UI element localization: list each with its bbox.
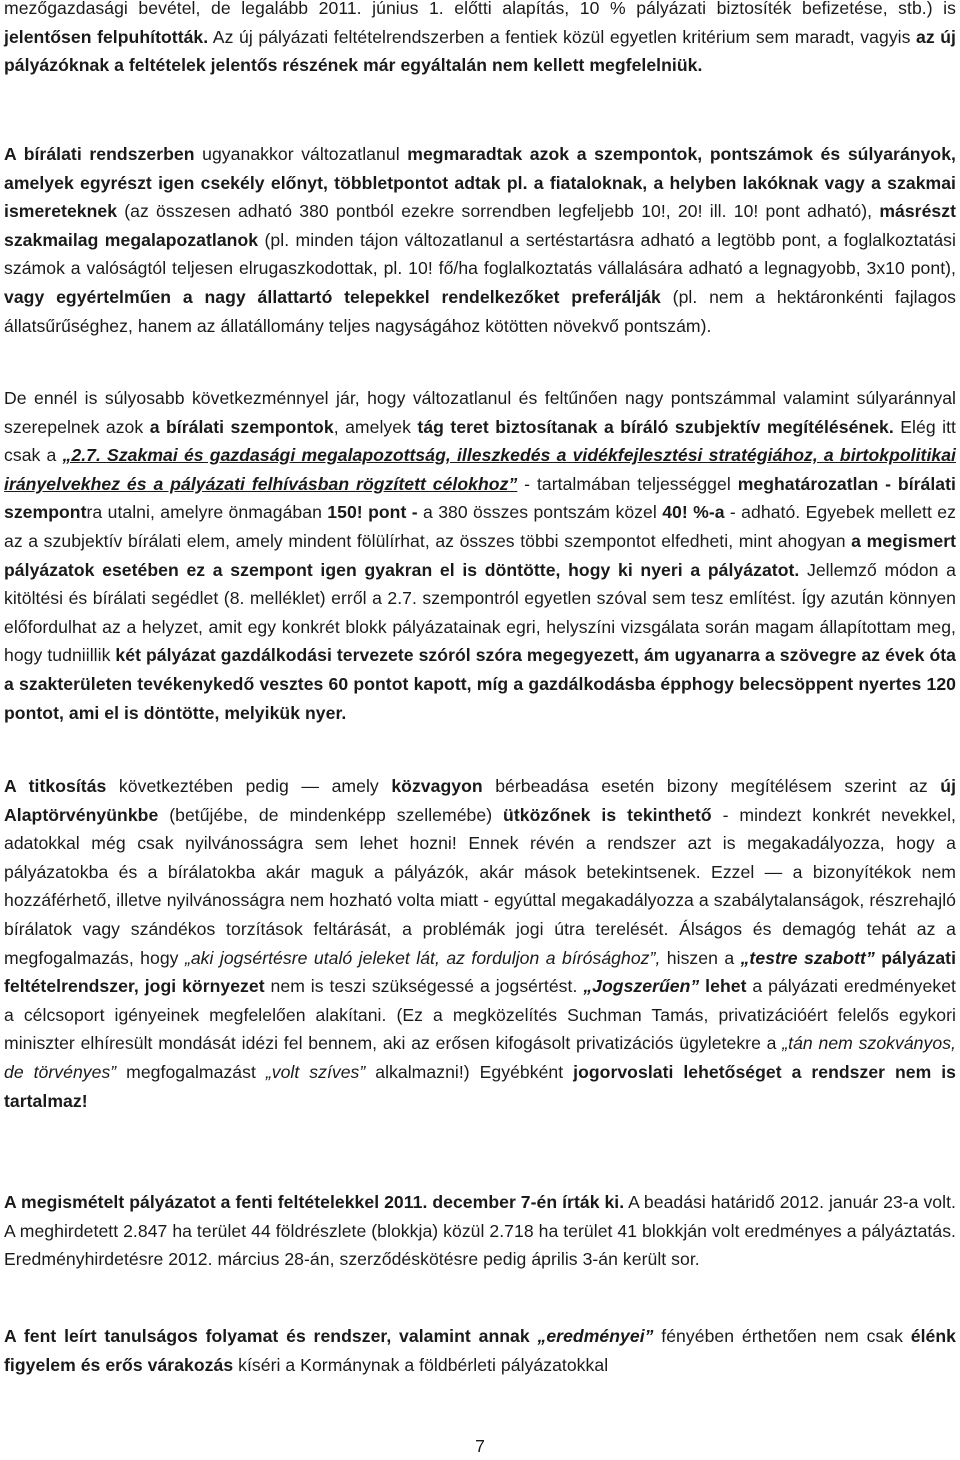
- text-run: , amelyek: [333, 416, 418, 437]
- text-run: a bírálati szempontok: [149, 416, 334, 437]
- text-run: meghatározatlan - bírálati szempont: [4, 473, 956, 523]
- text-run: megfogalmazást: [116, 1061, 266, 1082]
- text-run: - mindezt konkrét nevekkel, adatokkal még csak nyilvánosságra sem lehet hozni! Ennek révén a rendszer azt is megakadályozza, hogy a pályázatokba és a bírálatokba akár maguk a pályázók, akár mások betekintsenek. Ezzel — a bizonyítékok nem hozzáférhető, illetve nyilvánosságra nem hozható volta miatt - egyúttal megakadályozza a szabálytalanságok, részrehajló bírálatok vagy szándékos torzítások feltárását, a problémák jogi útra terelését. Álságos és demagóg tehát az a megfogalmazás, hogy: [4, 804, 956, 968]
- text-run: (betűjébe, de mindenképp szellemébe): [158, 804, 504, 825]
- text-run: „volt szíves”: [265, 1061, 366, 1082]
- text-run: (pl. nem a hektáronkénti fajlagos állatsűrűséghez, hanem az állatállomány teljes nagyságához kötötten növekvő pontszám).: [4, 286, 956, 336]
- text-run: élénk figyelem és erős várakozás: [4, 1326, 957, 1375]
- text-run: „tán nem szokványos, de törvényes”: [4, 1033, 956, 1082]
- text-run: két pályázat gazdálkodási tervezete szóról szóra megegyezett, ám ugyanarra a szövegre az évek óta a szakterületen tevékenykedő vesztes 60 pontot kapott, míg a gazdálkodásba épphogy belecsöppent nyertes 120 pontot, ami el is döntötte, melyikük nyer.: [4, 645, 957, 723]
- text-run: A titkosítás: [4, 776, 107, 796]
- text-run: 40! %-a: [662, 502, 725, 523]
- text-run: a megismert pályázatok esetében ez a szempont igen gyakran el is döntötte, hogy ki nyeri a pályázatot.: [4, 530, 956, 580]
- text-run: következtében pedig — amely: [106, 776, 392, 796]
- text-run: közvagyon: [391, 776, 483, 796]
- text-run: „eredményei”: [537, 1326, 654, 1346]
- text-run: A beadási határidő 2012. január 23-a volt. A meghirdetett 2.847 ha terület 44 földrészlete (blokkja) közül 2.718 ha terület 41 blokkján volt eredményes a pályáztatás. Eredményhirdetésre 2012. március 28-án, szerződéskötésre pedig április 3-án került sor.: [4, 1192, 956, 1270]
- text-run: nem is teszi szükségessé a jogsértést.: [264, 976, 584, 997]
- text-run: jogorvoslati lehetőséget a rendszer nem is tartalmaz!: [4, 1061, 956, 1111]
- text-run: a 380 összes pontszám közel: [417, 502, 663, 523]
- text-run: ütközőnek is tekinthető: [503, 804, 712, 825]
- text-run: bérbeadása esetén bizony megítélésem szerint az: [482, 776, 941, 796]
- paragraph-3: [4, 384, 956, 727]
- paragraph-2: [4, 140, 956, 340]
- text-run: tág teret biztosítanak a bíráló szubjektív megítélésének.: [417, 416, 894, 437]
- text-run: ugyanakkor változatlanul: [194, 144, 408, 164]
- text-run: pályázati feltételrendszer, jogi környezet: [4, 947, 957, 997]
- text-run: ra utalni, amelyre önmagában: [86, 502, 328, 523]
- text-run: (pl. minden tájon változatlanul a sertéstartásra adható a legtöbb pont, a foglalkoztatási számok a valóságtól teljesen elrugaszkodottak, pl. 10! fő/ha foglalkoztatás vállalására adható a legnagyobb, 3x10 pont),: [4, 229, 956, 279]
- text-run: „testre szabott”: [740, 947, 875, 968]
- paragraph-1: [4, 0, 956, 80]
- text-run: „2.7. Szakmai és gazdasági megalapozottság, illeszkedés a vidékfejlesztési stratégiához, a birtokpolitikai irányelvekhez és a pályázati felhívásban rögzített célokhoz”: [4, 445, 956, 494]
- text-run: A bírálati rendszerben: [4, 144, 195, 164]
- text-run: „aki jogsértésre utaló jeleket lát, az forduljon a bírósághoz”,: [184, 947, 661, 968]
- text-run: megmaradtak azok a szempontok, pontszámok és súlyarányok, amelyek egyrészt igen csekély előnyt, többletpontot adtak pl. a fiataloknak, a helyben lakóknak vagy a szakmai ismereteknek: [4, 144, 956, 222]
- text-run: új Alaptörvényünkbe: [4, 776, 957, 825]
- text-run: másrészt szakmailag megalapozatlanok: [4, 201, 956, 250]
- text-run: Jellemző módon a kitöltési és bírálati segédlet (8. melléklet) erről a 2.7. szempontról egyetlen szóval sem tesz említést. Így azután könnyen előfordulhat az a helyzet, amit egy konkrét blokk pályázatainak egri, helyszíni vizsgálata során magam állapítottam meg, hogy tudniillik: [4, 559, 957, 666]
- text-run: „Jogszerűen”: [583, 976, 700, 997]
- text-run: vagy egyértelműen a nagy állattartó telepekkel rendelkezőket preferálják: [4, 286, 661, 307]
- text-run: alkalmazni!) Egyébként: [365, 1061, 574, 1082]
- paragraph-4: [4, 772, 956, 1115]
- text-run: jelentősen felpuhították.: [4, 26, 209, 47]
- page-number: 7: [475, 1436, 485, 1456]
- text-run: hiszen a: [660, 947, 741, 968]
- text-run: Elég itt csak a: [4, 416, 956, 466]
- text-run: lehet: [705, 976, 747, 997]
- text-run: fényében érthetően nem csak: [653, 1326, 911, 1346]
- text-run: (az összesen adható 380 pontból ezekre sorrendben legfeljebb 10!, 20! ill. 10! pont adható),: [117, 201, 880, 222]
- text-run: - tartalmában teljességgel: [517, 473, 738, 494]
- text-run: mezőgazdasági bevétel, de legalább 2011. június 1. előtti alapítás, 10 % pályázati biztosíték befizetése, stb.) is: [4, 0, 956, 18]
- paragraph-5: [4, 1188, 956, 1274]
- text-run: A fent leírt tanulságos folyamat és rendszer, valamint annak: [4, 1326, 538, 1346]
- text-run: 150! pont -: [327, 502, 418, 523]
- text-run: A megismételt pályázatot a fenti feltételekkel 2011. december 7-én írták ki.: [4, 1192, 625, 1212]
- text-run: De ennél is súlyosabb következménnyel jár, hogy változatlanul és feltűnően nagy pontszámmal valamint súlyaránnyal szerepelnek azok: [4, 388, 956, 437]
- text-run: a pályázati eredményeket a célcsoport igényeinek megfelelően alakítani. (Ez a megközelítés Suchman Tamás, privatizációért felelős egykori miniszter elhíresült mondását idézi fel bennem, aki az erősen kifogásolt privatizációs ügyletekre a: [4, 976, 956, 1054]
- text-run: az új pályázóknak a feltételek jelentős részének már egyáltalán nem kellett megfelelniük.: [4, 26, 956, 76]
- text-run: Az új pályázati feltételrendszerben a fentiek közül egyetlen kritérium sem maradt, vagyis: [208, 26, 917, 47]
- text-run: - adható. Egyebek mellett ez az a szubjektív bírálati elem, amely mindent fölülírhat, az összes többi szempontot elfedheti, mint ahogyan: [4, 502, 956, 551]
- paragraph-6: [4, 1322, 956, 1379]
- text-run: kíséri a Kormánynak a földbérleti pályázatokkal: [233, 1354, 609, 1375]
